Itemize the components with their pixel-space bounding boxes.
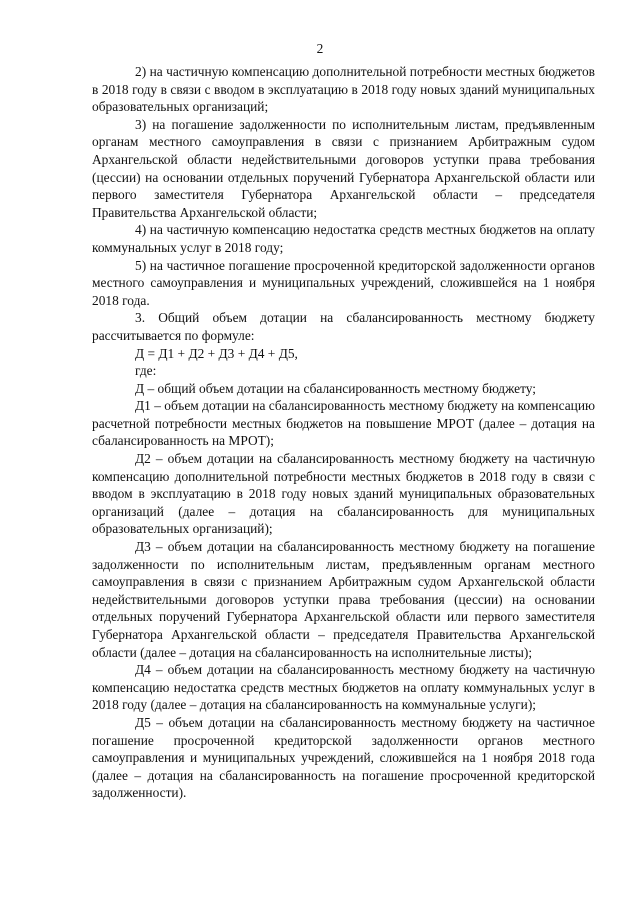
definition-d3: Д3 – объем дотации на сбалансированность местному бюджету на погашение задолженности по исполнительным листам, предъявленным органам местного самоуправления в связи с признанием Арбитражным судом Архангельской области недействительными договоров уступки права требования (цессии) на основании отдельных поручений Губернатора Архангельской области или первого заместителя Губернатора Архангельской области – председателя Правительства Архангельской области (далее – дотация на сбалансированность на исполнительные листы); [92, 539, 595, 660]
list-item-3: 3) на погашение задолженности по исполнительным листам, предъявленным органам местного самоуправления в связи с признанием Арбитражным судом Архангельской области недействительными договоров уступки права требования (цессии) на основании отдельных поручений Губернатора Архангельской области или первого заместителя Губернатора Архангельской области – председателя Правительства Архангельской области; [92, 116, 595, 220]
definition-d: Д – общий объем дотации на сбалансированность местному бюджету; [135, 380, 537, 396]
definition-d1: Д1 – объем дотации на сбалансированность местному бюджету на компенсацию расчетной потребности местных бюджетов на повышение МРОТ (далее – дотация на сбалансированность на МРОТ); [92, 398, 595, 449]
list-item-2: 2) на частичную компенсацию дополнительной потребности местных бюджетов в 2018 году в связи с вводом в эксплуатацию в 2018 году новых зданий муниципальных образовательных организаций; [92, 64, 595, 115]
document-body [92, 63, 595, 802]
list-item-4: 4) на частичную компенсацию недостатка средств местных бюджетов на оплату коммунальных услуг в 2018 году; [92, 222, 595, 255]
formula-where: где: [135, 363, 157, 379]
definition-d5: Д5 – объем дотации на сбалансированность местному бюджету на частичное погашение просроченной кредиторской задолженности органов местного самоуправления и муниципальных учреждений, сложившейся на 1 ноября 2018 года (далее – дотация на сбалансированность на погашение просроченной кредиторской задолженности). [92, 714, 595, 801]
page-number: 2 [316, 41, 324, 56]
list-item-5: 5) на частичное погашение просроченной кредиторской задолженности органов местного самоуправления и муниципальных учреждений, сложившейся на 1 ноября 2018 года. [92, 257, 595, 308]
definition-d2: Д2 – объем дотации на сбалансированность местному бюджету на частичную компенсацию дополнительной потребности местных бюджетов в 2018 году в связи с вводом в эксплуатацию в 2018 году новых зданий муниципальных образовательных организаций (далее – дотация на сбалансированность для муниципальных образовательных организаций); [92, 451, 595, 537]
formula: Д = Д1 + Д2 + Д3 + Д4 + Д5, [135, 345, 298, 361]
section-3-intro: 3. Общий объем дотации на сбалансированность местному бюджету рассчитывается по формуле: [92, 310, 595, 343]
definition-d4: Д4 – объем дотации на сбалансированность местному бюджету на частичную компенсацию недостатка средств местных бюджетов на оплату коммунальных услуг в 2018 году (далее – дотация на сбалансированность на коммунальные услуги); [92, 662, 595, 713]
